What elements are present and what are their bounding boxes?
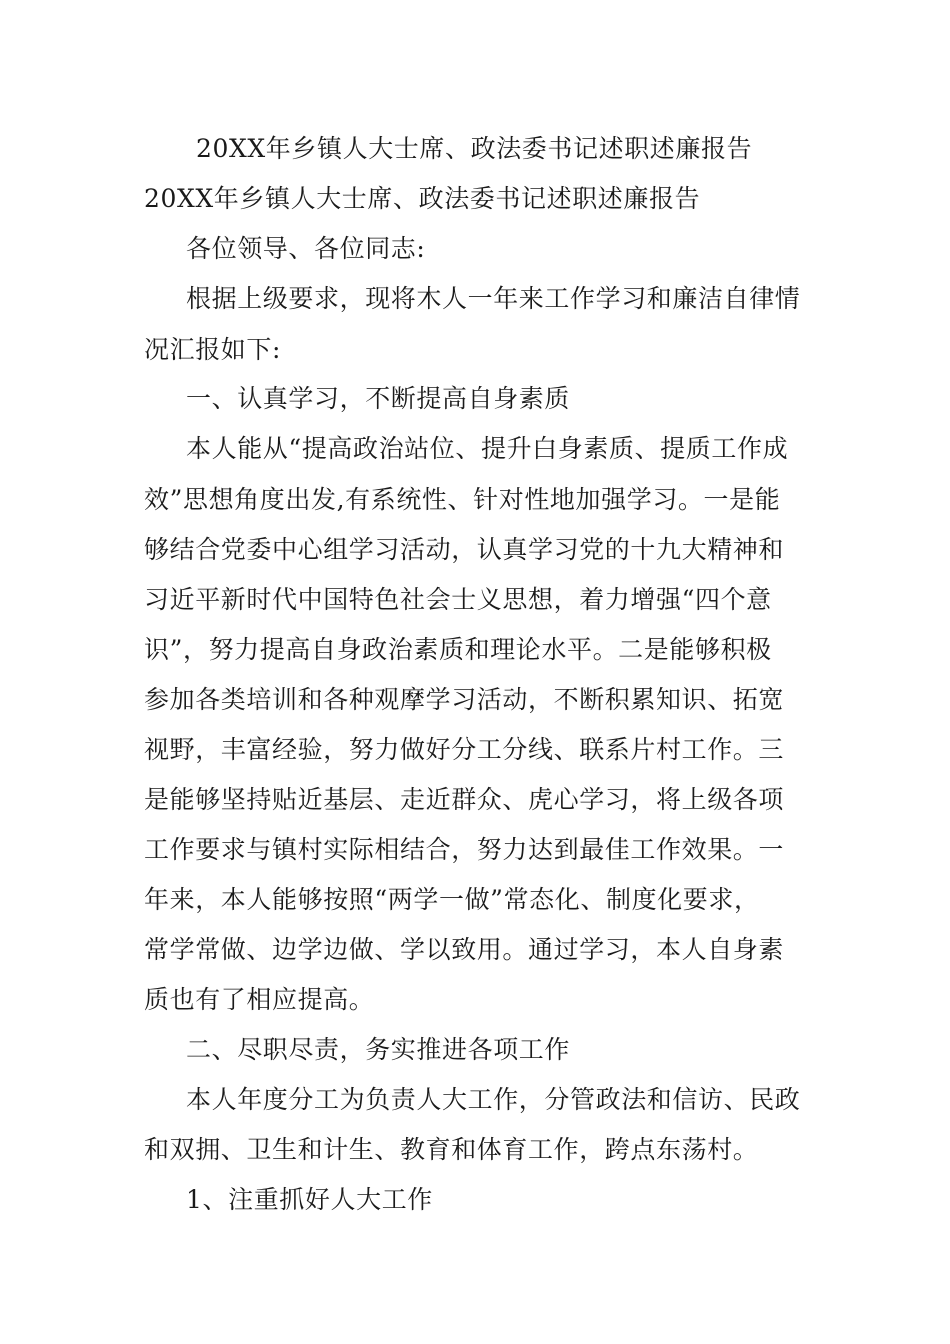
text-line: 习近平新时代中国特色社会士义思想，着力增强“四个意 [144, 585, 772, 614]
text-line: 够结合党委中心组学习活动，认真学习党的十九大精神和 [144, 535, 785, 564]
document-title: 20XX年乡镇人大士席、政法委书记述职述廉报告 [196, 134, 753, 163]
text-line: 和双拥、卫生和计生、教育和体育工作，跨点东荡村。 [144, 1135, 759, 1164]
text-line: 常学常做、边学边做、学以致用。通过学习，本人自身素 [144, 935, 785, 964]
text-line: 年来，本人能够按照“两学一做”常态化、制度化要求， [144, 885, 760, 914]
text-line: 质也有了相应提高。 [144, 985, 375, 1014]
text-line: 况汇报如下: [144, 335, 282, 364]
greeting: 各位领导、各位同志: [186, 234, 426, 263]
text-line: 效”思想角度出发,有系统性、针对性地加强学习。一是能 [144, 485, 781, 514]
text-line: 工作要求与镇村实际相结合，努力达到最佳工作效果。一 [144, 835, 785, 864]
text-line: 视野，丰富经验，努力做好分工分线、联系片村工作。三 [144, 735, 785, 764]
text-line: 参加各类培训和各种观摩学习活动，不断积累知识、拓宽 [144, 685, 785, 714]
text-line: 根据上级要求，现将木人一年来工作学习和廉洁自律情 [186, 284, 801, 313]
section-heading-2: 二、尽职尽责，务实推进各项工作 [186, 1035, 571, 1064]
text-line: 是能够坚持贴近基层、走近群众、虎心学习，将上级各项 [144, 785, 785, 814]
text-line: 本人年度分工为负责人大工作，分管政法和信访、民政 [186, 1085, 801, 1114]
text-line: 识”，努力提高自身政治素质和理论水平。二是能够积极 [144, 635, 772, 664]
section-heading-1: 一、认真学习，不断提高自身素质 [186, 384, 571, 413]
text-line: 本人能从“提高政治站位、提升白身素质、提质工作成 [186, 434, 789, 463]
document-subtitle: 20XX年乡镇人大士席、政法委书记述职述廉报告 [144, 184, 701, 213]
subsection-heading: 1、注重抓好人大工作 [186, 1185, 433, 1214]
